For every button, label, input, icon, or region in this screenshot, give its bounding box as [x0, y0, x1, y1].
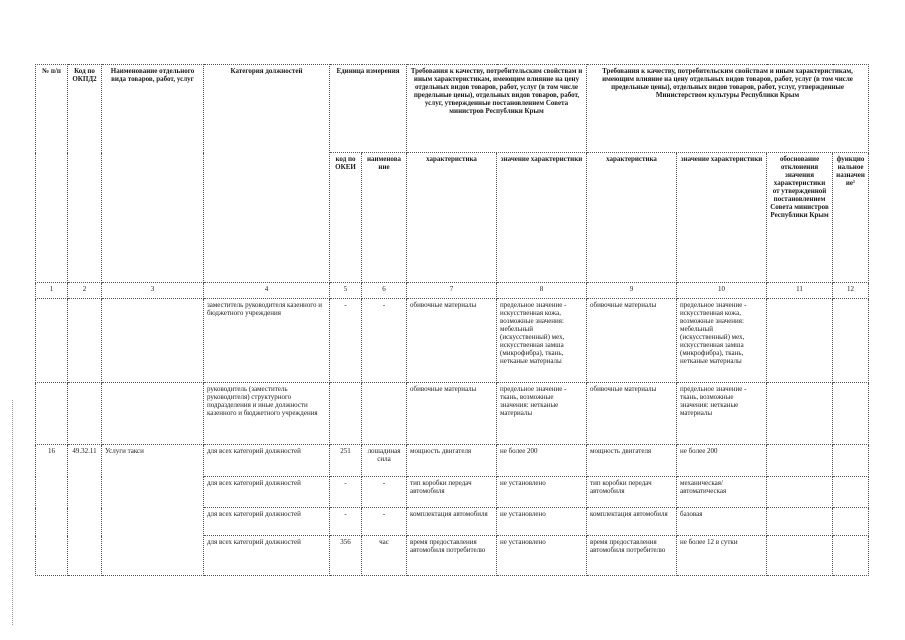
column-number: 7 [407, 283, 497, 299]
position-category-cell: для всех категорий должностей [204, 445, 330, 477]
column-number: 6 [362, 283, 407, 299]
deviation-justification-cell [767, 508, 833, 536]
unit-name-cell: - [362, 299, 407, 383]
position-category-cell: для всех категорий должностей [204, 508, 330, 536]
functional-purpose-cell [833, 477, 869, 508]
okei-code-cell: - [330, 299, 362, 383]
characteristic-value-cell: не более 200 [677, 445, 767, 477]
table-row [36, 445, 869, 477]
column-number: 2 [68, 283, 102, 299]
characteristic-cell: мощность двигателя [587, 445, 677, 477]
requirements-table [35, 64, 869, 576]
okpd2-cell [68, 383, 102, 445]
characteristic-value-cell: не установлено [497, 477, 587, 508]
header-cell-council-requirements: Требования к качеству, потребительским свойствам и иным характеристикам, имеющим влияние на цену отдельных видов товаров, работ, услуг (в том числе предельные цены), отдельных видов товаров, работ, услуг, утвержденные постановлением Совета министров Республики Крым [407, 65, 587, 153]
header-cell-unit: Единица измерения [330, 65, 407, 153]
subheader-characteristic: характеристика [407, 153, 497, 283]
deviation-justification-cell [767, 536, 833, 576]
characteristic-cell: обивочные материалы [587, 299, 677, 383]
deviation-justification-cell [767, 383, 833, 445]
position-category-cell: для всех категорий должностей [204, 536, 330, 576]
column-number: 1 [36, 283, 68, 299]
characteristic-cell: тип коробки передач автомобиля [587, 477, 677, 508]
table-row [36, 299, 869, 383]
characteristic-value-cell: механическая/автоматическая [677, 477, 767, 508]
column-number: 5 [330, 283, 362, 299]
column-number: 11 [767, 283, 833, 299]
unit-name-cell [362, 383, 407, 445]
header-cell-ministry-requirements: Требования к качеству, потребительским свойствам и иным характеристикам, имеющим влияние на цену отдельных видов товаров, работ, услуг (в том числе предельные цены), отдельных видов товаров, работ, услуг, утвержденные Министерством культуры Республики Крым [587, 65, 869, 153]
header-cell-okpd2: Код по ОКПД2 [68, 65, 102, 283]
characteristic-cell: время предоставления автомобиля потребителю [587, 536, 677, 576]
unit-name-cell: час [362, 536, 407, 576]
position-category-cell: заместитель руководителя казенного и бюджетного учреждения [204, 299, 330, 383]
table-row [36, 383, 869, 445]
unit-name-cell: лошадиная сила [362, 445, 407, 477]
okpd2-cell [68, 299, 102, 383]
characteristic-value-cell: базовая [677, 508, 767, 536]
position-category-cell: для всех категорий должностей [204, 477, 330, 508]
row-number-cell: 16 [36, 445, 68, 576]
characteristic-value-cell: не более 12 в сутки [677, 536, 767, 576]
deviation-justification-cell [767, 445, 833, 477]
item-name-cell: Услуги такси [102, 445, 204, 576]
okei-code-cell [330, 383, 362, 445]
characteristic-cell: комплектация автомобиля [407, 508, 497, 536]
characteristic-value-cell: предельное значение - искусственная кожа, возможные значения: мебельный (искусственный) мех, искусственная замша (микрофибра), ткань, нетканые материалы [677, 299, 767, 383]
column-number: 3 [102, 283, 204, 299]
characteristic-cell: мощность двигателя [407, 445, 497, 477]
row-number-cell [36, 383, 68, 445]
header-cell-position-category: Категория должностей [204, 65, 330, 283]
characteristic-cell: тип коробки передач автомобиля [407, 477, 497, 508]
okei-code-cell: 356 [330, 536, 362, 576]
unit-name-cell: - [362, 508, 407, 536]
deviation-justification-cell [767, 299, 833, 383]
column-number: 12 [833, 283, 869, 299]
characteristic-value-cell: не установлено [497, 536, 587, 576]
functional-purpose-cell [833, 383, 869, 445]
binding-margin-line [12, 400, 13, 625]
column-number: 9 [587, 283, 677, 299]
column-number: 8 [497, 283, 587, 299]
subheader-characteristic: характеристика [587, 153, 677, 283]
deviation-justification-cell [767, 477, 833, 508]
characteristic-cell: обивочные материалы [587, 383, 677, 445]
characteristic-cell: обивочные материалы [407, 299, 497, 383]
okpd2-cell: 49.32.11 [68, 445, 102, 576]
row-number-cell [36, 299, 68, 383]
column-number: 10 [677, 283, 767, 299]
functional-purpose-cell [833, 445, 869, 477]
characteristic-cell: время предоставления автомобиля потребителю [407, 536, 497, 576]
okei-code-cell: 251 [330, 445, 362, 477]
characteristic-cell: комплектация автомобиля [587, 508, 677, 536]
column-numbers-row [36, 283, 869, 299]
subheader-okei-code: код по ОКЕИ [330, 153, 362, 283]
header-cell-item-name: Наименование отдельного вида товаров, работ, услуг [102, 65, 204, 283]
characteristic-value-cell: не более 200 [497, 445, 587, 477]
header-row [36, 65, 869, 153]
characteristic-cell: обивочные материалы [407, 383, 497, 445]
column-number: 4 [204, 283, 330, 299]
position-category-cell: руководитель (заместитель руководителя) структурного подразделения и иные должности казенного и бюджетного учреждения [204, 383, 330, 445]
characteristic-value-cell: предельное значение - ткань, возможные значения: нетканые материалы [497, 383, 587, 445]
characteristic-value-cell: предельное значение - искусственная кожа, возможные значения: мебельный (искусственный) мех, искусственная замша (микрофибра), ткань, нетканые материалы [497, 299, 587, 383]
functional-purpose-cell [833, 299, 869, 383]
item-name-cell [102, 299, 204, 383]
functional-purpose-cell [833, 508, 869, 536]
characteristic-value-cell: не установлено [497, 508, 587, 536]
subheader-deviation-justification: обоснование отклонения значения характеристики от утвержденной постановлением Совета министров Республики Крым [767, 153, 833, 283]
characteristic-value-cell: предельное значение - ткань, возможные значения: нетканые материалы [677, 383, 767, 445]
item-name-cell [102, 383, 204, 445]
subheader-characteristic-value: значение характеристики [497, 153, 587, 283]
okei-code-cell: - [330, 477, 362, 508]
header-cell-number: № п/п [36, 65, 68, 283]
subheader-functional-purpose: функциональное назначение¹ [833, 153, 869, 283]
unit-name-cell: - [362, 477, 407, 508]
functional-purpose-cell [833, 536, 869, 576]
subheader-unit-name: наименование [362, 153, 407, 283]
subheader-characteristic-value: значение характеристики [677, 153, 767, 283]
okei-code-cell: - [330, 508, 362, 536]
